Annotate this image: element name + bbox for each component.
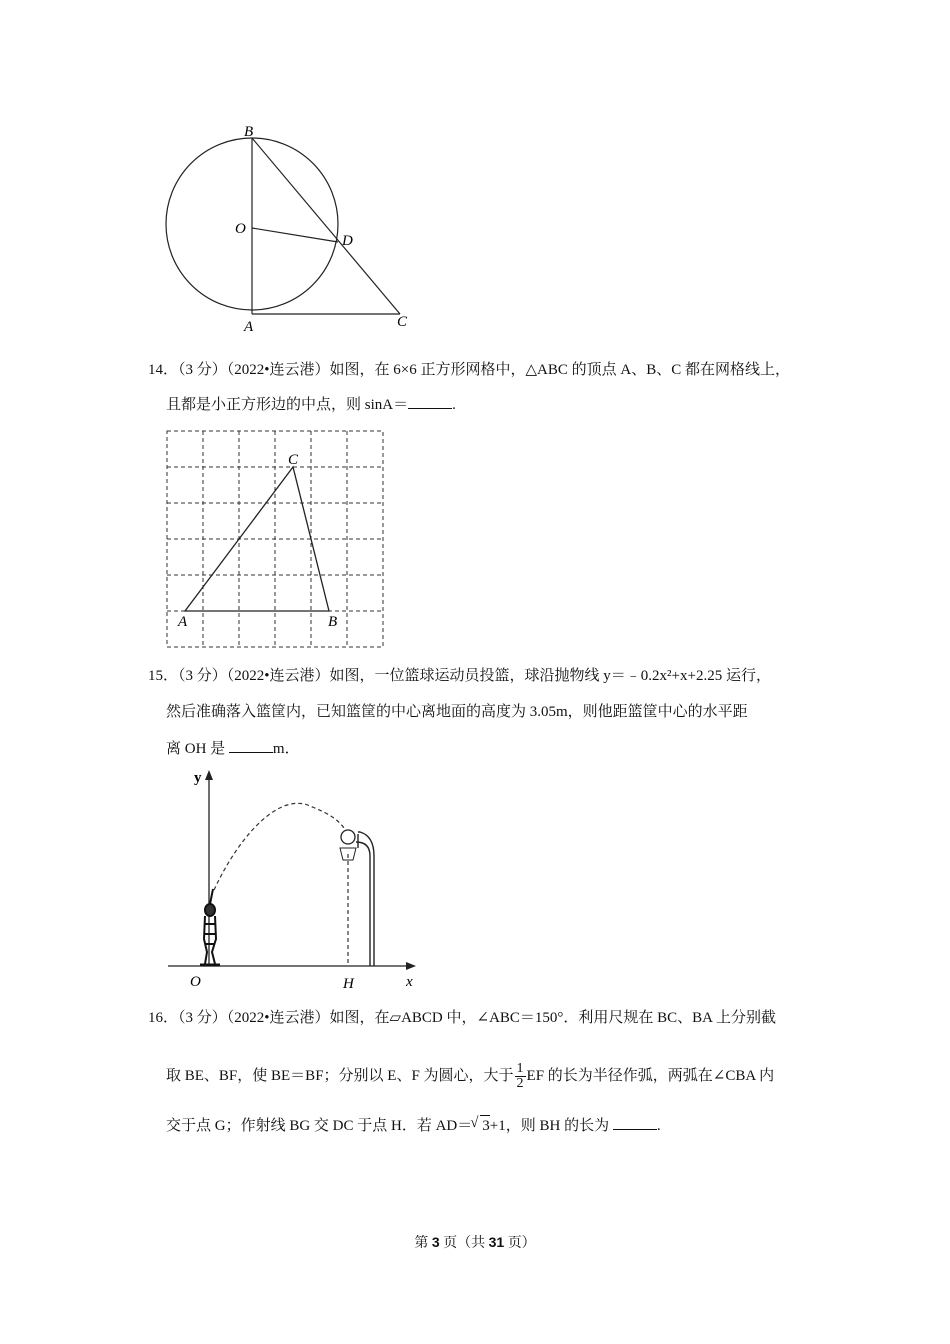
answer-blank[interactable] xyxy=(613,1115,657,1130)
answer-blank[interactable] xyxy=(229,738,273,753)
grid-6x6 xyxy=(167,431,383,647)
segment-od xyxy=(252,228,338,242)
figure-basketball xyxy=(160,764,430,996)
label-o: O xyxy=(190,974,201,990)
sqrt-three: √ 3 xyxy=(480,1115,490,1136)
figure-grid-triangle xyxy=(160,426,390,652)
label-c: C xyxy=(288,452,299,468)
q15-line-3: 离 OH 是 m． xyxy=(148,738,818,759)
page-footer: 第 3 页（共 31 页） xyxy=(414,1234,536,1251)
label-o: O xyxy=(235,221,246,237)
ball xyxy=(341,830,355,844)
x-axis-arrow xyxy=(406,962,416,970)
label-b: B xyxy=(244,124,254,140)
q14-line-1: 14．（3 分）（2022•连云港）如图，在 6×6 正方形网格中，△ABC 的顶点 A、B、C 都在网格线上， xyxy=(148,362,790,378)
label-a: A xyxy=(244,319,254,335)
y-axis-arrow xyxy=(205,770,213,780)
figure-circle-triangle xyxy=(160,118,420,338)
q15-line-1: 15．（3 分）（2022•连云港）如图，一位篮球运动员投篮，球沿抛物线 y＝﹣0.2x²+x+2.25 运行， xyxy=(148,668,771,684)
label-b: B xyxy=(328,614,338,630)
label-y: y xyxy=(194,770,202,786)
q16-line-2: 取 BE、BF，使 BE＝BF；分别以 E、F 为圆心，大于 $\frac{1}{2}$ EF 的长为半径作弧，两弧在∠CBA 内 xyxy=(166,1061,775,1091)
label-d: D xyxy=(342,233,353,249)
question-15 xyxy=(148,666,818,759)
q16-line-3: 交于点 G；作射线 BG 交 DC 于点 H．若 AD＝√ 3+1，则 BH 的长为 . xyxy=(148,1115,818,1136)
label-c: C xyxy=(397,314,408,330)
q14-line-2: 且都是小正方形边的中点，则 sinA＝ . xyxy=(148,394,818,415)
trajectory xyxy=(214,803,348,890)
fraction-one-half: $\frac{1}{2}$ xyxy=(516,1061,524,1091)
question-16 xyxy=(148,1008,818,1136)
segment-bc xyxy=(252,138,400,314)
question-14 xyxy=(148,360,818,415)
q15-line-2: 然后准确落入篮筐内，已知篮筐的中心离地面的高度为 3.05m，则他距篮筐中心的水平距 xyxy=(166,704,748,720)
hoop-pole xyxy=(356,832,374,966)
q16-line-1: 16．（3 分）（2022•连云港）如图，在▱ABCD 中，∠ABC＝150°．利用尺规在 BC、BA 上分别截 xyxy=(148,1010,776,1026)
label-a: A xyxy=(178,614,188,630)
answer-blank[interactable] xyxy=(408,394,452,409)
label-h: H xyxy=(343,976,354,992)
player xyxy=(200,889,220,965)
label-x: x xyxy=(406,974,413,990)
